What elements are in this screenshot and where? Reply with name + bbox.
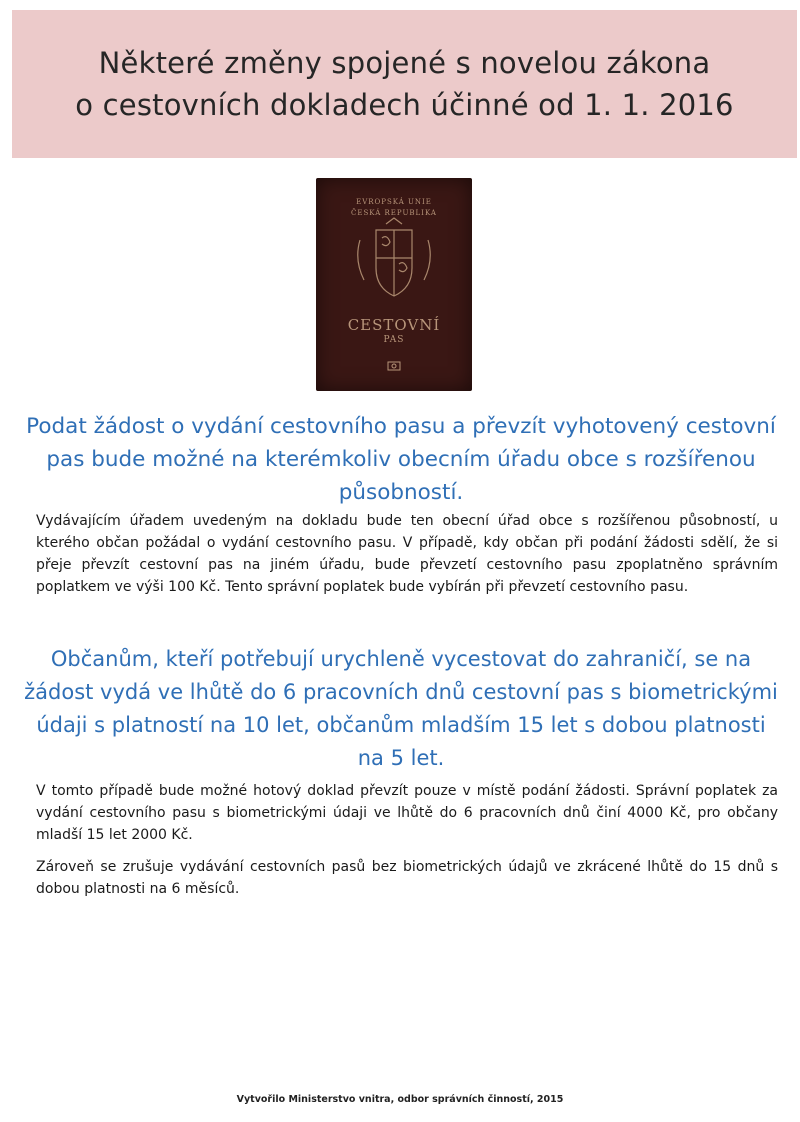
section2-paragraph-1: V tomto případě bude možné hotový doklad převzít pouze v místě podání žádosti. Správní poplatek za vydání cestovního pasu s biometrickými údaji ve lhůtě do 6 pracovních dnů činí 4000 Kč, pro občany mladší 15 let 2000 Kč. — [36, 783, 778, 843]
section2-paragraph-2: Zároveň se zrušuje vydávání cestovních pasů bez biometrických údajů ve zkrácené lhůtě do 15 dnů s dobou platnosti na 6 měsíců. — [36, 859, 778, 897]
footer-credit: Vytvořilo Ministerstvo vnitra, odbor správních činností, 2015 — [236, 1094, 564, 1105]
passport-cover-image — [316, 178, 472, 391]
passport-eu-label: EVROPSKÁ UNIE — [356, 198, 432, 206]
passport-country-label: ČESKÁ REPUBLIKA — [351, 209, 437, 217]
passport-pas-label: PAS — [383, 335, 405, 345]
title-line-2: o cestovních dokladech účinné od 1. 1. 2016 — [75, 88, 734, 122]
section1-heading: Podat žádost o vydání cestovního pasu a převzít vyhotovený cestovní pas bude možné na kterémkoliv obecním úřadu obce s rozšířenou působností. — [26, 414, 776, 505]
biometric-chip-icon — [316, 178, 472, 391]
section2-heading: Občanům, kteří potřebují urychleně vycestovat do zahraničí, se na žádost vydá ve lhůtě do 6 pracovních dnů cestovní pas s biometrickými údaji s platností na 10 let, občanům mladším 15 let s dobou platnosti na 5 let. — [24, 647, 778, 770]
title-banner — [12, 10, 797, 158]
section1-paragraph: Vydávajícím úřadem uvedeným na dokladu bude ten obecní úřad obce s rozšířenou působností, u kterého občan požádal o vydání cestovního pasu. V případě, kdy občan při podání žádosti sdělí, že si přeje převzít cestovní pas na jiném úřadu, bude převzetí cestovního pasu zpoplatněno správním poplatkem ve výši 100 Kč. Tento správní poplatek bude vybírán při převzetí cestovního pasu. — [36, 513, 778, 595]
passport-cestovni-label: CESTOVNÍ — [347, 316, 441, 334]
title-line-1: Některé změny spojené s novelou zákona — [98, 46, 711, 80]
